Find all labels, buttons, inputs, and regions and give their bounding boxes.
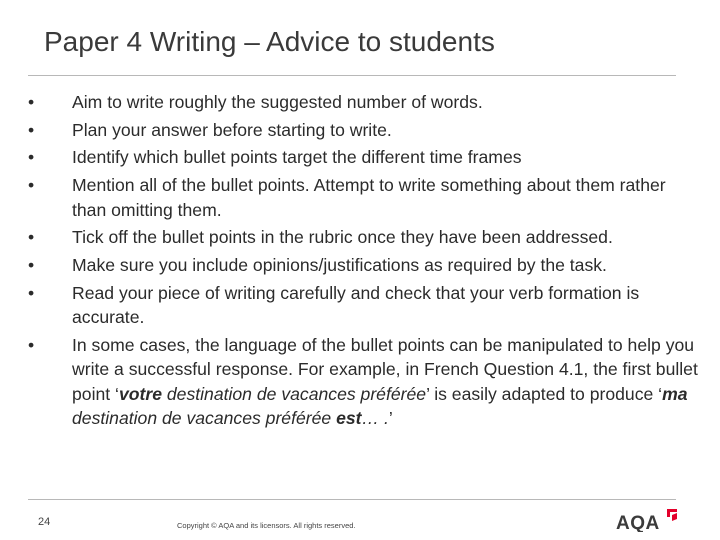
bullet-item [28,90,700,114]
bullet-item [28,253,700,277]
footer-divider [28,499,676,500]
bullet-text: est [336,407,362,428]
advice-bullet-list [28,90,700,434]
bullet-text: Aim to write roughly the suggested number of words. [72,92,483,112]
bullet-text: Plan your answer before starting to write. [72,119,392,140]
bullet-item [28,118,700,142]
bullet-marker: • [28,334,35,355]
bullet-text: ’ [388,407,393,428]
bullet-text: Tick off the bullet points in the rubric once they have been addressed. [72,227,613,248]
bullet-text: Mention all of the bullet points. Attempt to write something about them rather than omitting them. [72,175,666,220]
aqa-logo-text: AQA [616,513,660,532]
bullet-text: ’ is easily adapted to produce ‘ [426,383,663,404]
bullet-marker: • [28,175,35,196]
bullet-text: ma [662,383,688,404]
title-divider [28,75,676,76]
bullet-marker: • [28,147,35,168]
bullet-marker: • [28,119,35,140]
copyright-notice: Copyright © AQA and its licensors. All rights reserved. [177,521,356,530]
bullet-item [28,333,700,431]
bullet-item [28,225,700,249]
bullet-marker: • [28,254,35,275]
bullet-marker: • [28,282,35,303]
bullet-text: Identify which bullet points target the different time frames [72,147,522,168]
bullet-item [28,173,700,222]
bullet-item [28,145,700,169]
bullet-item [28,281,700,330]
bullet-text: destination de vacances préférée [72,407,337,428]
bullet-text: destination de vacances préférée [161,383,427,404]
page-number: 24 [38,516,51,528]
bullet-text: … . [361,407,389,428]
bullet-text: Read your piece of writing carefully and check that your verb formation is accurate. [72,282,640,328]
aqa-logo [614,508,680,532]
bullet-marker: • [28,92,35,112]
bullet-marker: • [28,227,35,248]
aqa-logo-accent-mark [667,509,677,521]
slide-title: Paper 4 Writing – Advice to students [44,26,495,57]
bullet-text: In some cases, the language of the bullet points can be manipulated to help you write a successful response. For example, in French Question 4.1, the first bullet point ‘ [72,334,698,404]
bullet-text: Make sure you include opinions/justifications as required by the task. [72,254,607,275]
bullet-text: votre [118,383,162,404]
